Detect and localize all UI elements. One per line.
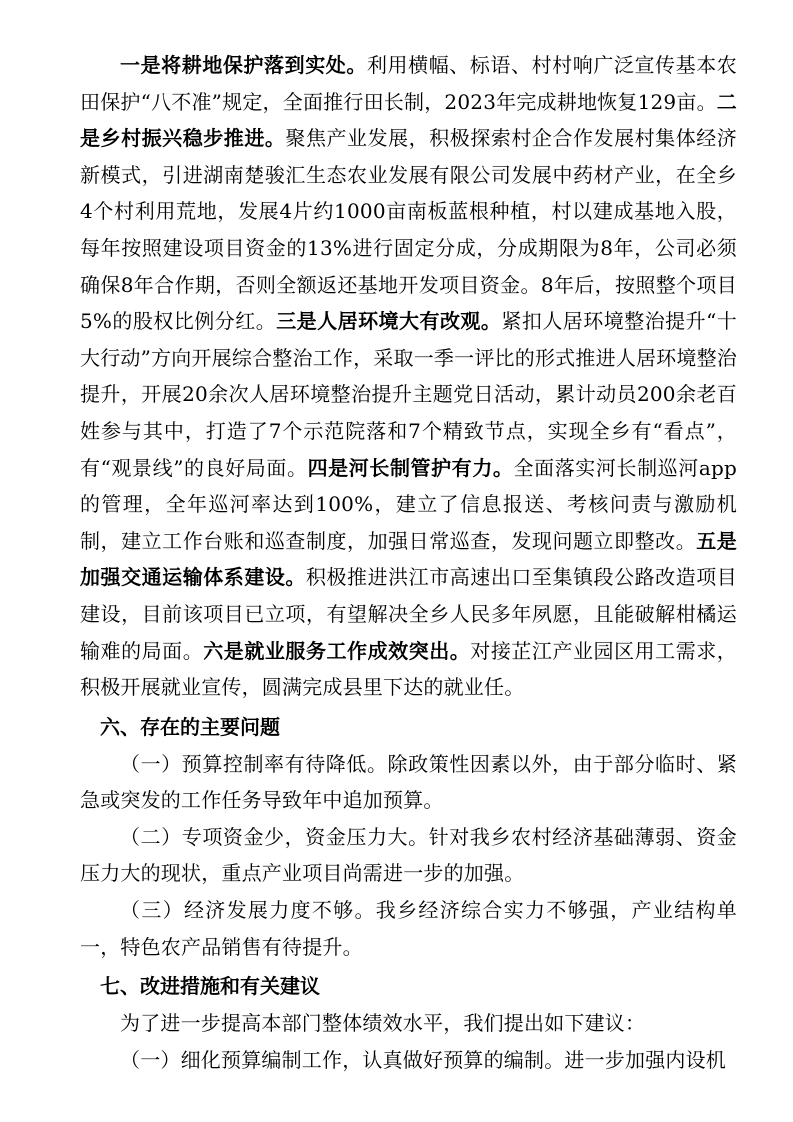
point-4-text: 全面落实河长制巡河app的管理，全年巡河率达到100%，建立了信息报送、考核问责与激励机制，建立工作台账和巡查制度，加强日常巡查，发现问题立即整改。	[80, 455, 737, 553]
point-3-text: 紧扣人居环境整治提升“十大行动”方向开展综合整治工作，采取一季一评比的形式推进人居环境整治提升，开展20余次人居环境整治提升主题党日活动，累计动员200余老百姓参与其中，打造了7个示范院落和7个精致节点，实现全乡有“看点”，有“观景线”的良好局面。	[80, 309, 738, 480]
problem-item-3: （三）经济发展力度不够。我乡经济综合实力不够强，产业结构单一，特色农产品销售有待提升。	[80, 898, 737, 959]
point-3-title: 三是人居环境大有改观。	[276, 309, 502, 334]
point-5-title: 五是加强交通运输体系建设。	[80, 528, 738, 590]
section-6-heading: 六、存在的主要问题	[100, 714, 280, 739]
problem-item-1: （一）预算控制率有待降低。除政策性因素以外，由于部分临时、紧急或突发的工作任务导致年中追加预算。	[80, 751, 737, 813]
point-2-title: 二是乡村振兴稳步推进。	[80, 89, 737, 151]
problem-item-2: （二）专项资金少，资金压力大。针对我乡农村经济基础薄弱、资金压力大的现状，重点产业项目尚需进一步的加强。	[80, 824, 737, 886]
suggestion-intro: 为了进一步提高本部门整体绩效水平，我们提出如下建议：	[120, 1011, 646, 1036]
document-page	[80, 47, 737, 1078]
point-5-text: 积极推进洪江市高速出口至集镇段公路改造项目建设，目前该项目已立项，有望解决全乡人民多年夙愿，且能破解柑橘运输难的局面。	[80, 565, 738, 663]
point-2-text: 聚焦产业发展，积极探索村企合作发展村集体经济新模式，引进湖南楚骏汇生态农业发展有限公司发展中药材产业，在全乡4个村利用荒地，发展4片约1000亩南板蓝根种植，村以建成基地入股，每年按照建设项目资金的13%进行固定分成，分成期限为8年，公司必须确保8年合作期，否则全额返还基地开发项目资金。8年后，按照整个项目5%的股权比例分红。	[80, 126, 737, 334]
point-1-title: 一是将耕地保护落到实处。	[120, 53, 367, 77]
point-4-title: 四是河长制管护有力。	[307, 455, 514, 480]
section-7-heading: 七、改进措施和有关建议	[100, 974, 320, 999]
point-6-text: 对接芷江产业园区用工需求，积极开展就业宣传，圆满完成县里下达的就业任。	[80, 638, 737, 700]
point-1-text: 利用横幅、标语、村村响广泛宣传基本农田保护“八不准”规定，全面推行田长制，2023年完成耕地恢复129亩。	[80, 53, 737, 114]
point-6-title: 六是就业服务工作成效突出。	[203, 638, 471, 663]
suggestion-item-1: （一）细化预算编制工作，认真做好预算的编制。进一步加强内设机	[120, 1047, 726, 1072]
achievements-paragraph	[80, 47, 737, 706]
